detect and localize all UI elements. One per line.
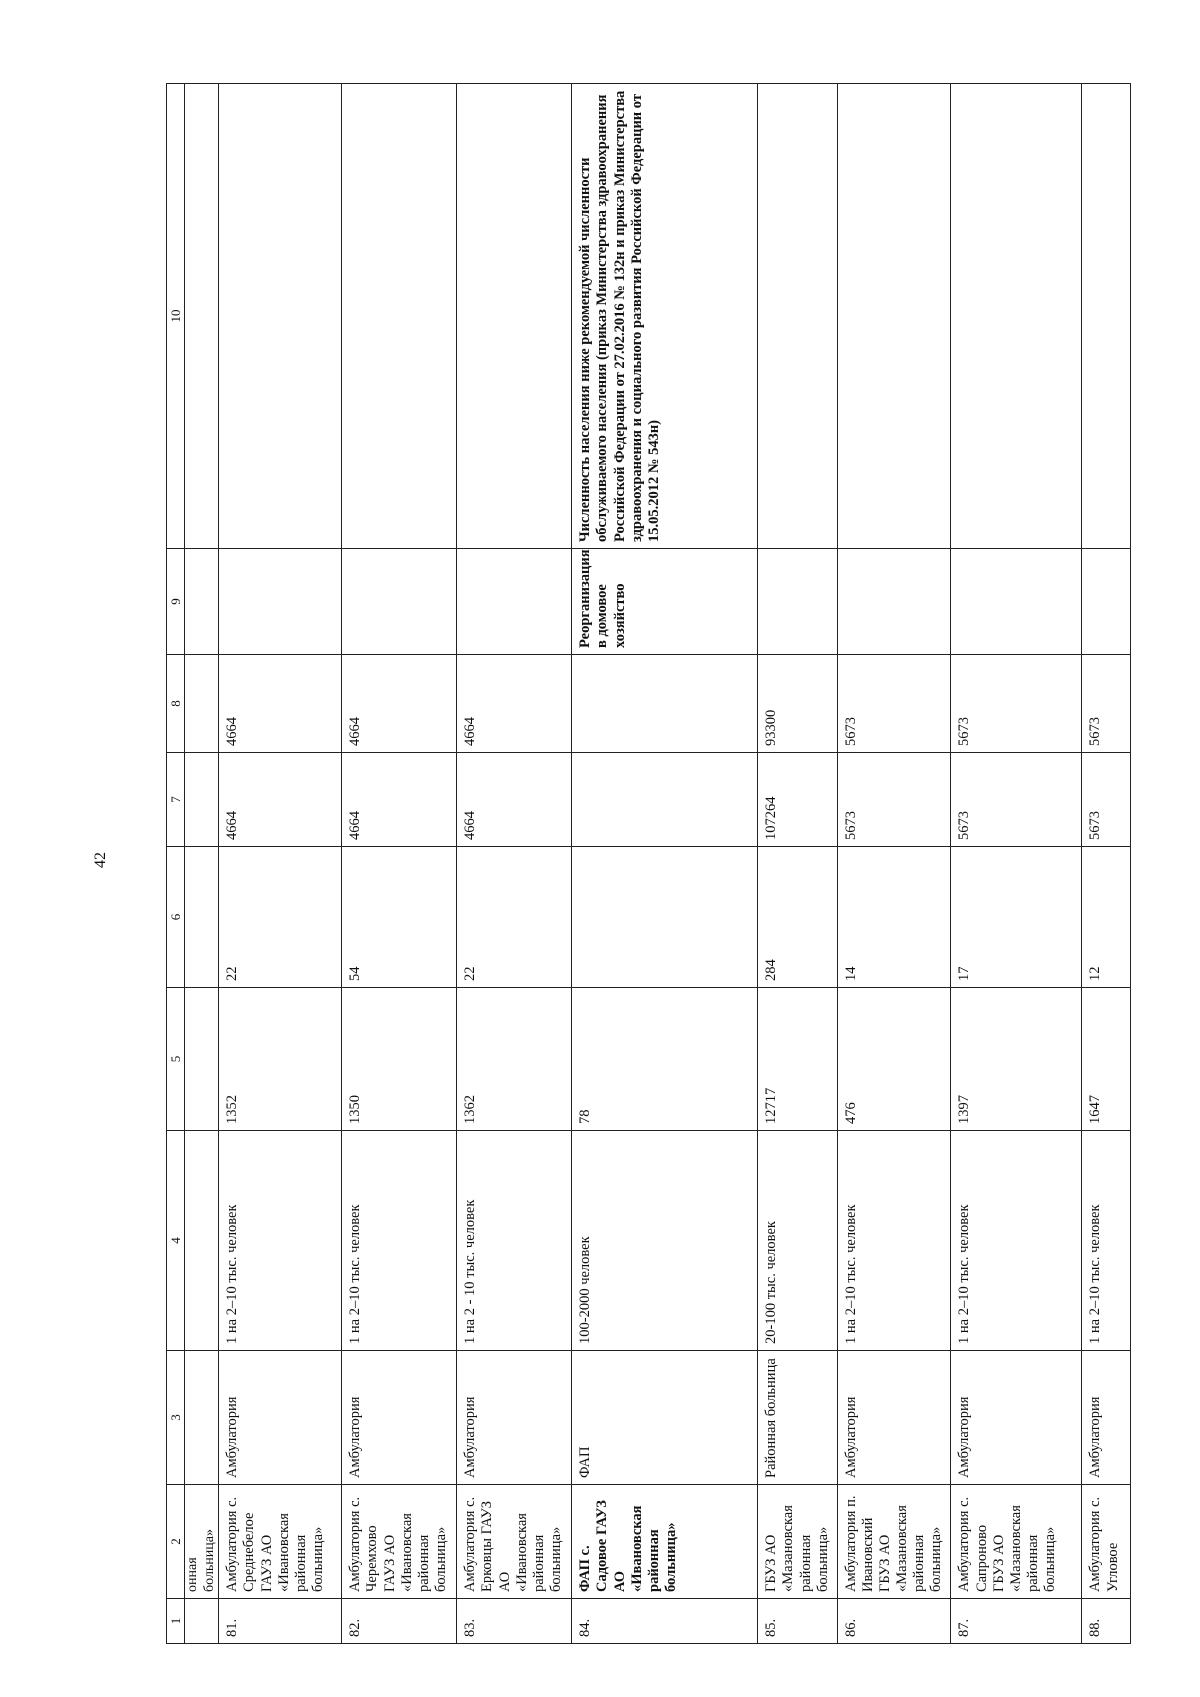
value-col-6: 22 (457, 847, 572, 988)
value-col-8: 4664 (219, 655, 342, 753)
value-col-6: 17 (951, 847, 1082, 988)
table-row (457, 84, 572, 1644)
decision (457, 549, 572, 655)
value-col-7: 5673 (837, 753, 951, 847)
row-number: 87. (951, 1599, 1082, 1644)
service-norm: 100-2000 человек (572, 1131, 758, 1351)
row-number: 82. (342, 1599, 457, 1644)
value-col-8: 5673 (951, 655, 1082, 753)
continuation-text: онная больница» (185, 1485, 219, 1599)
page-number: 42 (92, 852, 109, 868)
population: 476 (837, 988, 951, 1131)
table-row (951, 84, 1082, 1644)
justification: Численность населения ниже рекомендуемой численности обслуживаемого населения (приказ Министерства здравоохранения Российской Федерации от 27.02.2016 № 132н и приказ Министерства здравоохранения и социального развития Российской Федерации от 15.05.2012 № 543н) (572, 84, 758, 549)
column-number: 10 (167, 84, 185, 549)
row-number: 88. (1082, 1599, 1131, 1644)
service-norm: 1 на 2–10 тыс. человек (342, 1131, 457, 1351)
population: 78 (572, 988, 758, 1131)
service-norm: 1 на 2–10 тыс. человек (219, 1131, 342, 1351)
facility-type: Амбулатория (1082, 1351, 1131, 1485)
value-col-8: 5673 (837, 655, 951, 753)
value-col-6: 12 (1082, 847, 1131, 988)
value-col-8: 4664 (342, 655, 457, 753)
service-norm: 1 на 2 - 10 тыс. человек (457, 1131, 572, 1351)
population: 1350 (342, 988, 457, 1131)
table-row (837, 84, 951, 1644)
population: 1362 (457, 988, 572, 1131)
justification (1082, 84, 1131, 549)
value-col-6: 54 (342, 847, 457, 988)
row-number: 86. (837, 1599, 951, 1644)
value-col-7: 4664 (457, 753, 572, 847)
justification (342, 84, 457, 549)
facility-type: Амбулатория (457, 1351, 572, 1485)
table-row (1082, 84, 1131, 1644)
decision (758, 549, 837, 655)
decision (837, 549, 951, 655)
column-number: 8 (167, 655, 185, 753)
value-col-7: 4664 (219, 753, 342, 847)
facility-name: Амбулатория с. Сапроново ГБУЗ АО «Мазановская районная больница» (951, 1485, 1082, 1599)
facility-name: ГБУЗ АО «Мазановская районная больница» (758, 1485, 837, 1599)
row-number: 83. (457, 1599, 572, 1644)
column-number: 3 (167, 1351, 185, 1485)
value-col-8 (572, 655, 758, 753)
facility-name: Амбулатория п. Ивановский ГБУЗ АО «Мазановская районная больница» (837, 1485, 951, 1599)
table-row (758, 84, 837, 1644)
facility-name: Амбулатория с. Ерковцы ГАУЗ АО «Ивановская районная больница» (457, 1485, 572, 1599)
column-number: 6 (167, 847, 185, 988)
value-col-8: 93300 (758, 655, 837, 753)
column-number-row (167, 84, 185, 1644)
value-col-6: 14 (837, 847, 951, 988)
population: 12717 (758, 988, 837, 1131)
justification (758, 84, 837, 549)
decision (219, 549, 342, 655)
service-norm: 1 на 2–10 тыс. человек (1082, 1131, 1131, 1351)
decision: Реорганизация в домовое хозяйство (572, 549, 758, 655)
facility-type: Амбулатория (951, 1351, 1082, 1485)
facility-name: Амбулатория с. Угловое (1082, 1485, 1131, 1599)
facility-name: Амбулатория с. Среднебелое ГАУЗ АО «Ивановская районная больница» (219, 1485, 342, 1599)
row-number: 84. (572, 1599, 758, 1644)
column-number: 7 (167, 753, 185, 847)
table-row (572, 84, 758, 1644)
justification (837, 84, 951, 549)
facilities-table (166, 83, 1131, 1644)
facility-type: Амбулатория (837, 1351, 951, 1485)
decision (1082, 549, 1131, 655)
column-number: 1 (167, 1599, 185, 1644)
facility-name: ФАП с. Садовое ГАУЗ АО «Ивановская районная больница» (572, 1485, 758, 1599)
column-number: 5 (167, 988, 185, 1131)
column-number: 4 (167, 1131, 185, 1351)
value-col-6: 22 (219, 847, 342, 988)
population: 1397 (951, 988, 1082, 1131)
justification (219, 84, 342, 549)
value-col-7: 107264 (758, 753, 837, 847)
service-norm: 1 на 2–10 тыс. человек (837, 1131, 951, 1351)
population: 1647 (1082, 988, 1131, 1131)
rotated-table-container (166, 84, 1126, 1644)
facility-type: ФАП (572, 1351, 758, 1485)
row-number: 85. (758, 1599, 837, 1644)
service-norm: 1 на 2–10 тыс. человек (951, 1131, 1082, 1351)
justification (457, 84, 572, 549)
value-col-7: 4664 (342, 753, 457, 847)
facility-type: Районная больница (758, 1351, 837, 1485)
value-col-8: 5673 (1082, 655, 1131, 753)
decision (342, 549, 457, 655)
column-number: 2 (167, 1485, 185, 1599)
decision (951, 549, 1082, 655)
facility-type: Амбулатория (219, 1351, 342, 1485)
continuation-row (185, 84, 219, 1644)
value-col-8: 4664 (457, 655, 572, 753)
facility-type: Амбулатория (342, 1351, 457, 1485)
population: 1352 (219, 988, 342, 1131)
row-number: 81. (219, 1599, 342, 1644)
value-col-6 (572, 847, 758, 988)
service-norm: 20-100 тыс. человек (758, 1131, 837, 1351)
facility-name: Амбулатория с. Черемхово ГАУЗ АО «Ивановская районная больница» (342, 1485, 457, 1599)
value-col-6: 284 (758, 847, 837, 988)
column-number: 9 (167, 549, 185, 655)
table-row (219, 84, 342, 1644)
value-col-7 (572, 753, 758, 847)
value-col-7: 5673 (1082, 753, 1131, 847)
justification (951, 84, 1082, 549)
value-col-7: 5673 (951, 753, 1082, 847)
table-row (342, 84, 457, 1644)
